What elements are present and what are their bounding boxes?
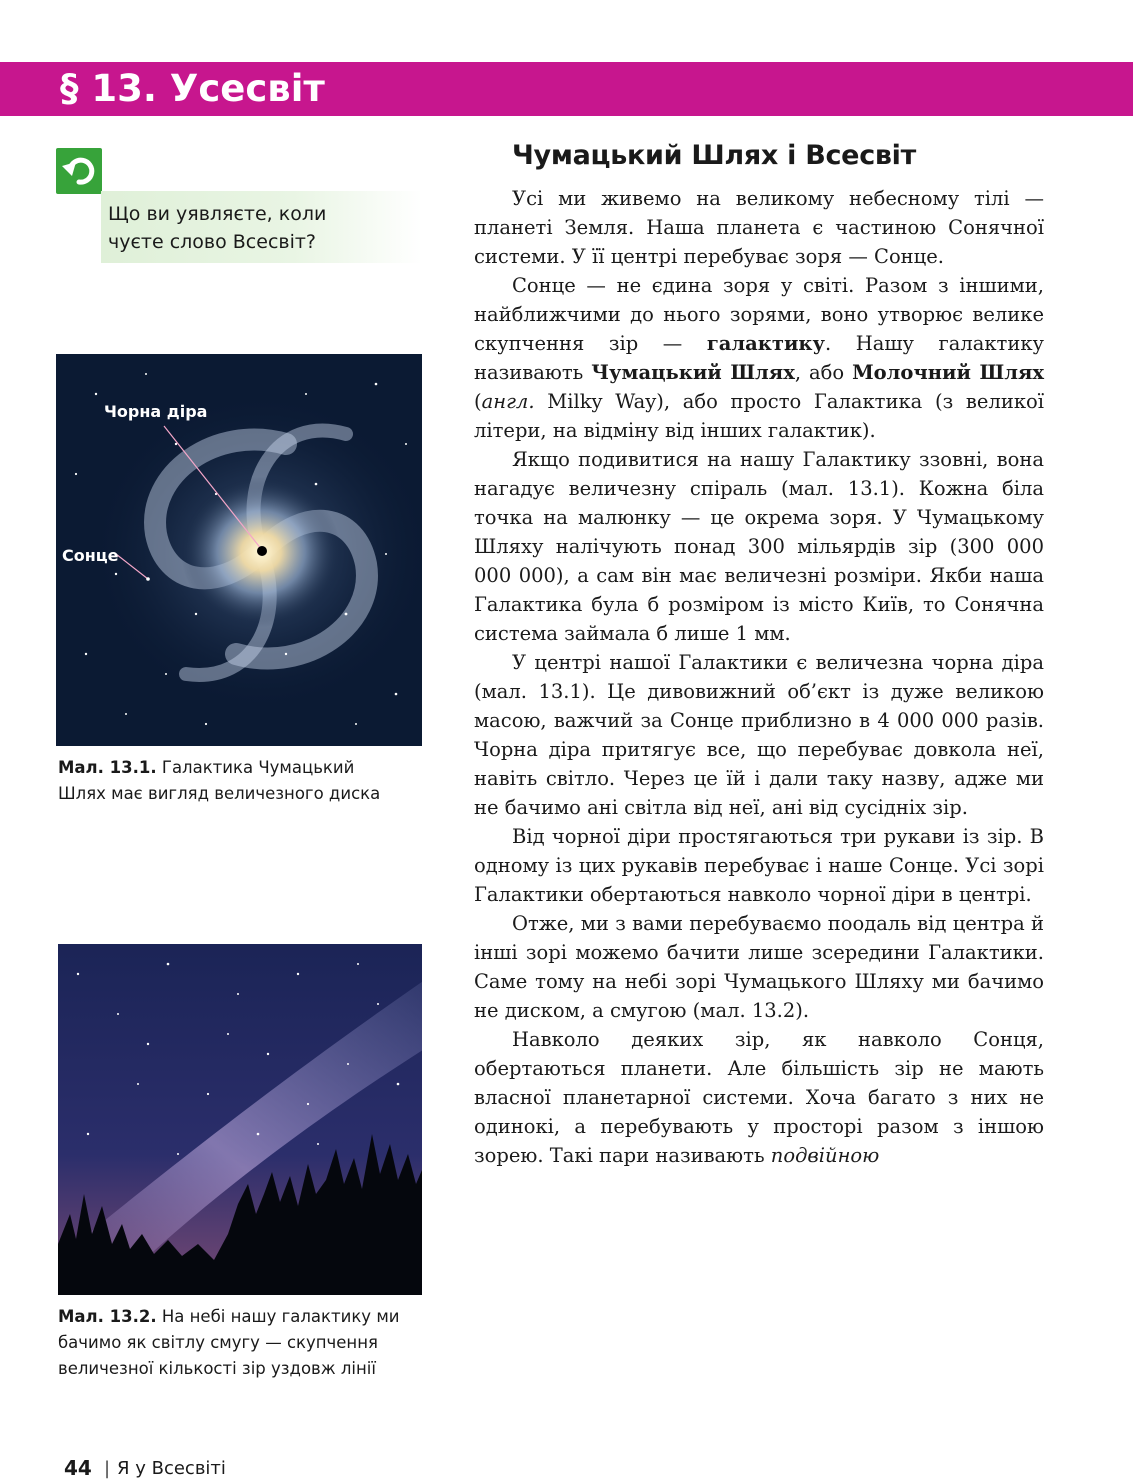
return-arrow-icon bbox=[56, 148, 102, 194]
figure-number: Мал. 13.2. bbox=[58, 1307, 157, 1326]
section-title: § 13. Усесвіт bbox=[60, 67, 325, 110]
paragraph: Усі ми живемо на великому небесному тілі — планеті Земля. Наша планета є частиною Сонячної системи. У її центрі перебуває зоря — Сонце. bbox=[474, 187, 1044, 268]
caption-line: Шлях має вигляд величезного диска bbox=[58, 784, 381, 803]
abbrev-english: англ. bbox=[481, 390, 535, 413]
paragraph: Сонце — не єдина зоря у світі. Разом з іншими, найближчими до нього зорями, воно утворює велике скупчення зір — галактику. Нашу галактику називають Чумацький Шлях, або Молочний Шлях (англ. Milky Way), або просто Галактика (з великої літери, на відміну від інших галактик). bbox=[474, 274, 1044, 442]
page-number: 44 bbox=[64, 1456, 92, 1480]
figure-caption-13-1 bbox=[58, 755, 428, 807]
paragraph: У центрі нашої Галактики є величезна чорна діра (мал. 13.1). Це дивовижний об’єкт із дуже великою масою, важчий за Сонце приблизно в 4 000 000 разів. Чорна діра притягує все, що перебуває довкола неї, навіть світло. Через це їй і дали таку назву, адже ми не бачимо ані світла від неї, ані від сусідніх зір. bbox=[474, 651, 1044, 819]
caption-line: бачимо як світлу смугу — скупчення bbox=[58, 1333, 378, 1352]
galaxy-image bbox=[56, 354, 422, 746]
caption-line: На небі нашу галактику ми bbox=[156, 1307, 400, 1326]
paragraph: Навколо деяких зір, як навколо Сонця, обертаються планети. Але більшість зір не мають власної планетарної системи. Хоча багато з них не одинокі, а перебувають у просторі разом з іншою зорею. Такі пари називають подвійною bbox=[474, 1028, 1044, 1167]
review-question bbox=[108, 200, 408, 256]
figure-number: Мал. 13.1. bbox=[58, 758, 157, 777]
question-line: Що ви уявляєте, коли bbox=[108, 203, 327, 225]
paragraph: Від чорної діри простягаються три рукави із зір. В одному із цих рукавів перебуває і наше Сонце. Усі зорі Галактики обертаються навколо чорної діри в центрі. bbox=[474, 825, 1044, 906]
term-galaxy: галактику bbox=[706, 332, 825, 355]
caption-line: величезної кількості зір уздовж лінії bbox=[58, 1359, 376, 1378]
sun-label: Сонце bbox=[62, 546, 119, 565]
figure-caption-13-2 bbox=[58, 1304, 428, 1382]
section-heading: Чумацький Шлях і Всесвіт bbox=[512, 140, 916, 171]
question-line: чуєте слово Всесвіт? bbox=[108, 231, 317, 253]
footer-title: Я у Всесвіті bbox=[117, 1458, 226, 1479]
term-molochnyi: Молочний Шлях bbox=[852, 361, 1044, 384]
footer-separator: | bbox=[104, 1458, 111, 1479]
caption-line: Галактика Чумацький bbox=[156, 758, 355, 777]
term-double: подвійною bbox=[770, 1144, 880, 1167]
paragraph: Отже, ми з вами перебуваємо поодаль від центра й інші зорі можемо бачити лише зсередини Галактики. Саме тому на небі зорі Чумацького Шляху ми бачимо не диском, а смугою (мал. 13.2). bbox=[474, 912, 1044, 1022]
article-body bbox=[474, 184, 1044, 1170]
term-milky-way: Чумацький Шлях bbox=[591, 361, 795, 384]
paragraph: Якщо подивитися на нашу Галактику ззовні, вона нагадує величезну спіраль (мал. 13.1). Кожна біла точка на малюнку — це окрема зоря. У Чумацькому Шляху налічують понад 300 мільярдів зір (300 000 000 000), а сам він має величезні розміри. Якби наша Галактика була б розміром із місто Київ, то Сонячна система займала б лише 1 мм. bbox=[474, 448, 1044, 645]
black-hole-label: Чорна діра bbox=[104, 402, 208, 421]
milky-way-sky-image bbox=[58, 944, 422, 1295]
